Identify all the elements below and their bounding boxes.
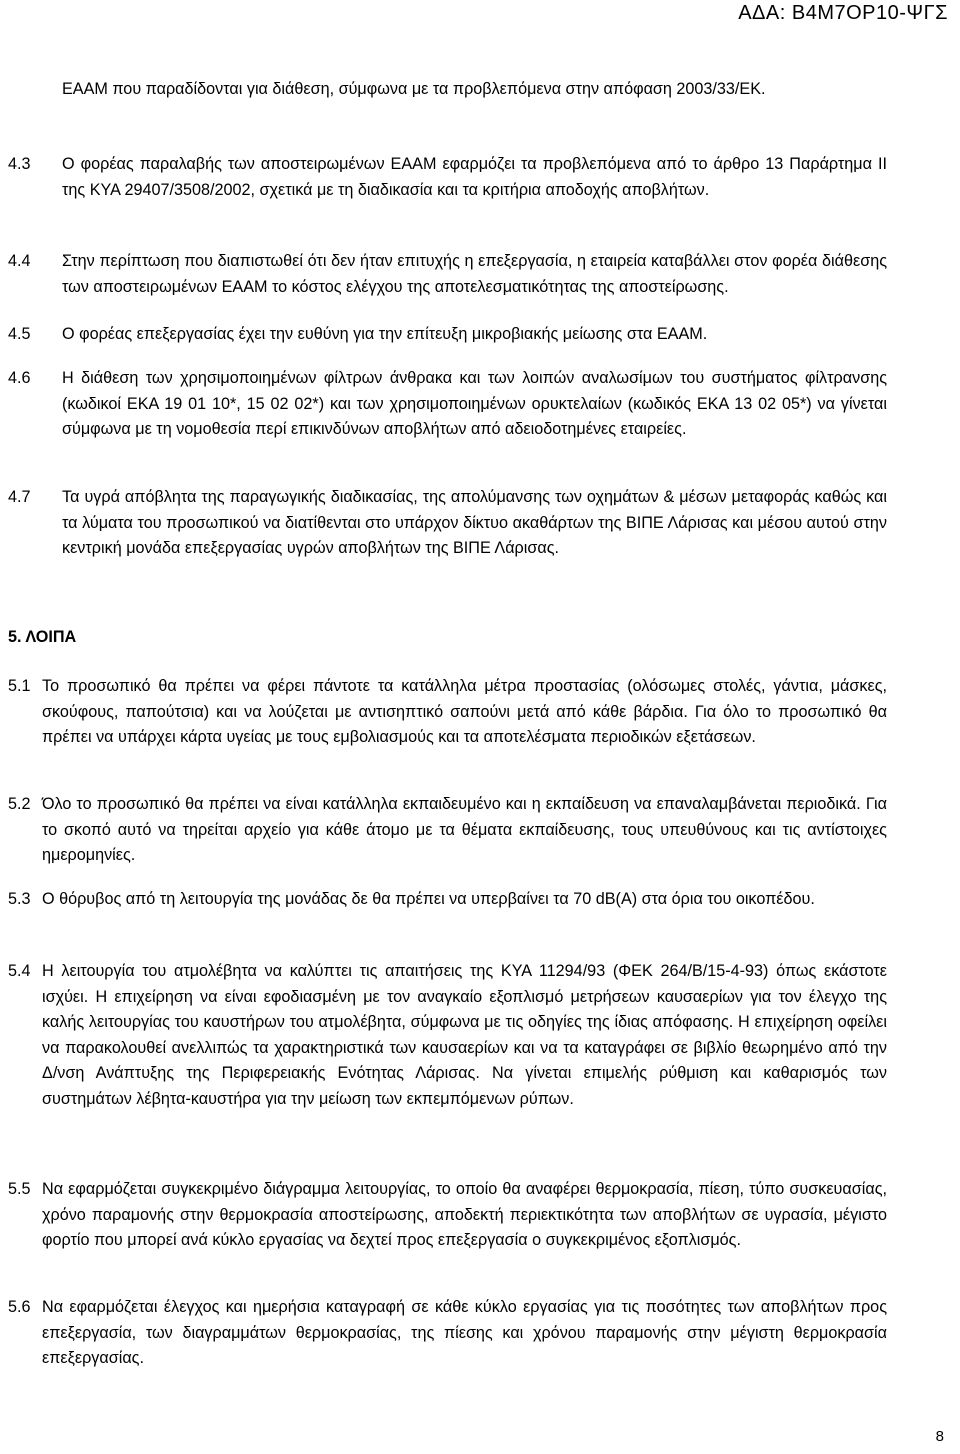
page-number: 8 — [935, 1428, 944, 1445]
item-number-5-3: 5.3 — [8, 890, 31, 908]
item-number-4-4: 4.4 — [8, 252, 31, 270]
item-text-5-2: Όλο το προσωπικό θα πρέπει να είναι κατάλληλα εκπαιδευμένο και η εκπαίδευση να επαναλαμβάνεται περιοδικά. Για το σκοπό αυτό να τηρείται αρχείο για κάθε άτομο με τα θέματα εκπαίδευσης, τους υπευθύνους και τις αντίστοιχες ημερομηνίες. — [42, 795, 887, 864]
item-text-4-4: Στην περίπτωση που διαπιστωθεί ότι δεν ήταν επιτυχής η επεξεργασία, η εταιρεία καταβάλλει στον φορέα διάθεσης των αποστειρωμένων ΕΑΑΜ το κόστος ελέγχου της αποτελεσματικότητας της αποστείρωσης. — [62, 252, 887, 296]
item-text-5-4: Η λειτουργία του ατμολέβητα να καλύπτει τις απαιτήσεις της ΚΥΑ 11294/93 (ΦΕΚ 264/Β/15-4-93) όπως εκάστοτε ισχύει. Η επιχείρηση να είναι εφοδιασμένη με τον αναγκαίο εξοπλισμό μετρήσεων καυσαερίων για τον έλεγχο της καλής λειτουργίας του καυστήρων του ατμολέβητα, σύμφωνα με τις οδηγίες της ίδιας απόφασης. Η επιχείρηση οφείλει να παρακολουθεί ανελλιπώς τα χαρακτηριστικά των καυσαερίων και να τα καταγράφει σε βιβλίο θεωρημένο από την Δ/νση Ανάπτυξης της Περιφερειακής Ενότητας Λάρισας. Να γίνεται επιμελής ρύθμιση και καθαρισμός των συστημάτων λέβητα-καυστήρα για την μείωση των εκπεμπόμενων ρύπων. — [42, 962, 887, 1108]
intro-paragraph: ΕΑΑΜ που παραδίδονται για διάθεση, σύμφωνα με τα προβλεπόμενα στην απόφαση 2003/33/ΕΚ. — [62, 80, 766, 98]
item-number-4-5: 4.5 — [8, 325, 31, 343]
item-number-4-3: 4.3 — [8, 155, 31, 173]
item-text-4-3: Ο φορέας παραλαβής των αποστειρωμένων ΕΑΑΜ εφαρμόζει τα προβλεπόμενα από το άρθρο 13 Παράρτημα ΙΙ της ΚΥΑ 29407/3508/2002, σχετικά με τη διαδικασία και τα κριτήρια αποδοχής αποβλήτων. — [62, 155, 887, 199]
item-text-5-6: Να εφαρμόζεται έλεγχος και ημερήσια καταγραφή σε κάθε κύκλο εργασίας για τις ποσότητες των αποβλήτων προς επεξεργασία, των διαγραμμάτων θερμοκρασίας, της πίεσης και χρόνου παραμονής στην μέγιστη θερμοκρασία επεξεργασίας. — [42, 1298, 887, 1367]
item-number-4-6: 4.6 — [8, 369, 31, 387]
item-number-5-5: 5.5 — [8, 1180, 31, 1198]
document-code: ΑΔΑ: Β4Μ7ΟΡ10-ΨΓΣ — [738, 2, 948, 24]
item-text-5-1: Το προσωπικό θα πρέπει να φέρει πάντοτε τα κατάλληλα μέτρα προστασίας (ολόσωμες στολές, γάντια, μάσκες, σκούφους, παπούτσια) και να λούζεται με αντισηπτικό σαπούνι μετά από κάθε βάρδια. Για όλο το προσωπικό θα πρέπει να υπάρχει κάρτα υγείας με τους εμβολιασμούς και τα αποτελέσματα περιοδικών εξετάσεων. — [42, 677, 887, 746]
item-text-4-6: Η διάθεση των χρησιμοποιημένων φίλτρων άνθρακα και των λοιπών αναλωσίμων του συστήματος φίλτρανσης (κωδικοί ΕΚΑ 19 01 10*, 15 02 02*) και των χρησιμοποιημένων ορυκτελαίων (κωδικός ΕΚΑ 13 02 05*) να γίνεται σύμφωνα με τη νομοθεσία περί επικινδύνων αποβλήτων από αδειοδοτημένες εταιρείες. — [62, 369, 887, 438]
item-number-5-2: 5.2 — [8, 795, 31, 813]
item-text-4-5: Ο φορέας επεξεργασίας έχει την ευθύνη για την επίτευξη μικροβιακής μείωσης στα ΕΑΑΜ. — [62, 325, 708, 343]
item-text-4-7: Τα υγρά απόβλητα της παραγωγικής διαδικασίας, της απολύμανσης των οχημάτων & μέσων μεταφοράς καθώς και τα λύματα του προσωπικού να διατίθενται στο υπάρχον δίκτυο ακαθάρτων της ΒΙΠΕ Λάρισας και μέσου αυτού στην κεντρική μονάδα επεξεργασίας υγρών αποβλήτων της ΒΙΠΕ Λάρισας. — [62, 488, 887, 557]
item-number-4-7: 4.7 — [8, 488, 31, 506]
section-5-title: 5. ΛΟΙΠΑ — [8, 628, 77, 646]
item-text-5-5: Να εφαρμόζεται συγκεκριμένο διάγραμμα λειτουργίας, το οποίο θα αναφέρει θερμοκρασία, πίεση, τύπο συσκευασίας, χρόνο παραμονής στην θερμοκρασία αποστείρωσης, αποδεκτή περιεκτικότητα των αποβλήτων σε υγρασία, μέγιστο φορτίο που μπορεί ανά κύκλο εργασίας να δεχτεί προς επεξεργασία ο συγκεκριμένος εξοπλισμός. — [42, 1180, 887, 1249]
item-number-5-4: 5.4 — [8, 962, 31, 980]
item-number-5-6: 5.6 — [8, 1298, 31, 1316]
item-text-5-3: Ο θόρυβος από τη λειτουργία της μονάδας δε θα πρέπει να υπερβαίνει τα 70 dB(A) στα όρια του οικοπέδου. — [42, 890, 815, 908]
item-number-5-1: 5.1 — [8, 677, 31, 695]
